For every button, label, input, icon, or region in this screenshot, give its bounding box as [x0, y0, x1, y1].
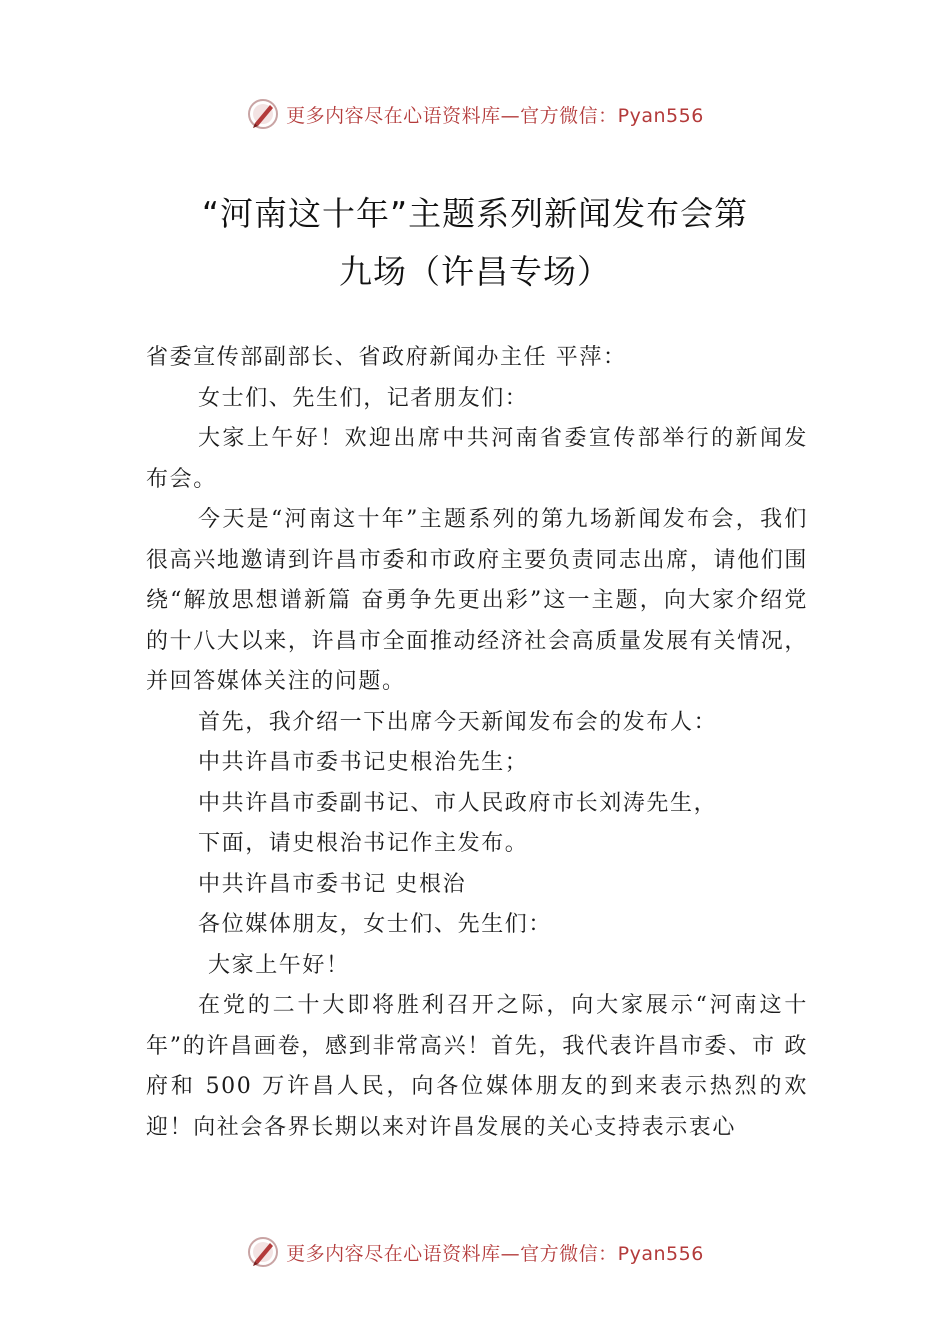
- banner-text: [286, 101, 704, 128]
- paragraph: 大家上午好！欢迎出席中共河南省委宣传部举行的新闻发布会。: [146, 426, 808, 492]
- paragraph: 下面，请史根治书记作主发布。: [198, 831, 529, 856]
- speaker-line: 中共许昌市委书记 史根治: [198, 871, 467, 897]
- pen-logo-icon: [246, 97, 280, 131]
- document-title-line-1: “河南这十年”主题系列新闻发布会第: [201, 194, 749, 233]
- paragraph: 中共许昌市委副书记、市人民政府市长刘涛先生，: [198, 790, 718, 816]
- paragraph: 今天是“河南这十年”主题系列的第九场新闻发布会，我们很高兴地邀请到许昌市委和市政府主要负责同志出席，请他们围绕“解放思想谱新篇 奋勇争先更出彩”这一主题，向大家介绍党的十八大以来，许昌市全面推动经济社会高质量发展有关情况，并回答媒体关注的问题。: [146, 507, 808, 694]
- wechat-id: Pyan556: [617, 1242, 704, 1265]
- document-body: [146, 338, 808, 1148]
- paragraph: 各位媒体朋友，女士们、先生们：: [198, 912, 553, 937]
- wechat-id: Pyan556: [617, 104, 704, 127]
- speaker-line: 省委宣传部副部长、省政府新闻办主任 平萍：: [146, 345, 627, 370]
- document-title-line-2: 九场（许昌专场）: [339, 252, 611, 291]
- paragraph: 中共许昌市委书记史根治先生；: [198, 750, 529, 775]
- banner-label: 更多内容尽在心语资料库—官方微信：: [286, 1242, 618, 1265]
- paragraph: 大家上午好！: [208, 952, 350, 978]
- footer-banner: [0, 1232, 950, 1272]
- header-banner: [0, 94, 950, 134]
- paragraph: 首先，我介绍一下出席今天新闻发布会的发布人：: [198, 709, 718, 735]
- banner-label: 更多内容尽在心语资料库—官方微信：: [286, 104, 618, 127]
- paragraph: 在党的二十大即将胜利召开之际，向大家展示“河南这十年”的许昌画卷，感到非常高兴！首先，我代表许昌市委、市 政府和 500 万许昌人民，向各位媒体朋友的到来表示热烈的欢迎！向社会各界长期以来对许昌发展的关心支持表示衷心: [146, 993, 808, 1140]
- pen-logo-icon: [246, 1235, 280, 1269]
- paragraph: 女士们、先生们，记者朋友们：: [198, 385, 529, 411]
- banner-text: [286, 1239, 704, 1266]
